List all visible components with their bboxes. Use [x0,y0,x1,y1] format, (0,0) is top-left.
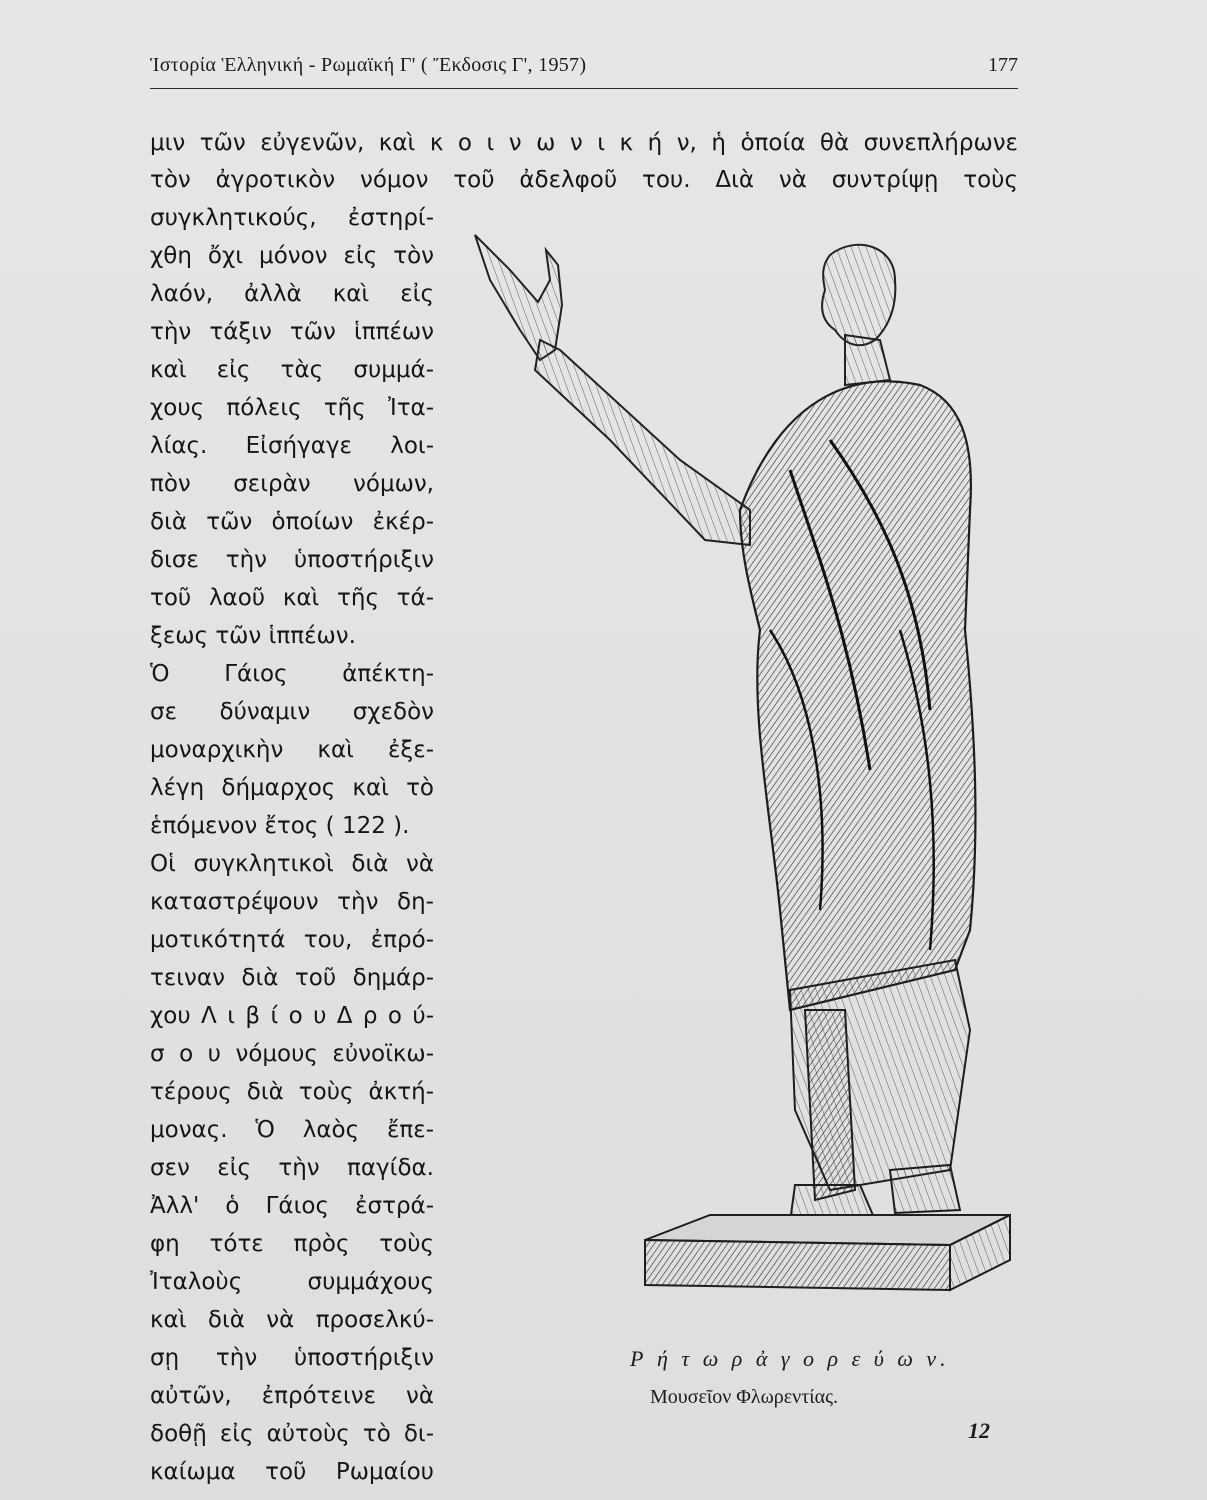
text-line: τὸν ἀγροτικὸν νόμον τοῦ ἀδελφοῦ του. Διὰ νὰ συντρίψῃ τοὺς [150,167,1018,193]
text-line: Ἰταλοὺς συμμάχους [150,1269,434,1295]
running-header [150,52,1018,89]
text-line: Οἱ συγκλητικοὶ διὰ νὰ [150,851,434,877]
text-line: ξεως τῶν ἱππέων. [150,623,356,649]
text-line: Ὁ Γάιος ἀπέκτη- [150,661,434,687]
text-line: πὸν σειρὰν νόμων, [150,471,434,497]
text-line: τέρους διὰ τοὺς ἀκτή- [150,1079,434,1105]
text-line: καταστρέψουν τὴν δη- [150,889,434,915]
text-line: διὰ τῶν ὁποίων ἐκέρ- [150,509,434,535]
text-line: τοῦ λαοῦ καὶ τῆς τά- [150,585,434,611]
text-line: λαόν, ἀλλὰ καὶ εἰς [150,281,434,307]
orator-statue-illustration [450,210,1020,1350]
page-number: 177 [988,54,1018,76]
text-line: μιν τῶν εὐγενῶν, καὶ κ ο ι ν ω ν ι κ ή ν, ἡ ὁποία θὰ συνεπλήρωνε [150,130,1018,156]
text-line: μοτικότητά του, ἐπρό- [150,927,434,953]
text-line: τειναν διὰ τοῦ δημάρ- [150,965,434,991]
text-line: χθη ὄχι μόνον εἰς τὸν [150,243,434,269]
text-line: σεν εἰς τὴν παγίδα. [150,1155,434,1181]
figure-caption-title: Ρ ή τ ω ρ ἀ γ ο ρ ε ύ ω ν. [630,1346,950,1371]
text-line: μονας. Ὁ λαὸς ἔπε- [150,1117,434,1143]
text-line: καίωμα τοῦ Ρωμαίου [150,1459,434,1485]
text-line: καὶ διὰ νὰ προσελκύ- [150,1307,434,1333]
text-line: λέγη δήμαρχος καὶ τὸ [150,775,434,801]
running-title: Ἱστορία Ἑλληνική - Ρωμαϊκή Γ' ( Ἔκδοσις Γ', 1957) [150,54,587,76]
text-line: μοναρχικὴν καὶ ἐξε- [150,737,434,763]
text-line: Ἀλλ' ὁ Γάιος ἐστρά- [150,1193,434,1219]
text-line: χου Λ ι β ί ο υ Δ ρ ο ύ- [150,1003,434,1029]
text-line: δοθῇ εἰς αὐτοὺς τὸ δι- [150,1421,434,1447]
figure-caption-source: Μουσεῖον Φλωρεντίας. [650,1386,839,1408]
signature-number: 12 [968,1418,990,1443]
text-line: σῃ τὴν ὑποστήριξιν [150,1345,434,1371]
text-line: αὐτῶν, ἐπρότεινε νὰ [150,1383,434,1409]
text-line: σ ο υ νόμους εὐνοϊκω- [150,1041,434,1067]
text-line: συγκλητικούς, ἐστηρί- [150,205,434,231]
text-line: τὴν τάξιν τῶν ἱππέων [150,319,434,345]
text-line: καὶ εἰς τὰς συμμά- [150,357,434,383]
text-line: σε δύναμιν σχεδὸν [150,699,434,725]
text-line: δισε τὴν ὑποστήριξιν [150,547,434,573]
text-line: λίας. Εἰσήγαγε λοι- [150,433,434,459]
text-line: φη τότε πρὸς τοὺς [150,1231,434,1257]
text-line: ἑπόμενον ἔτος ( 122 ). [150,813,410,839]
text-line: χους πόλεις τῆς Ἰτα- [150,395,434,421]
